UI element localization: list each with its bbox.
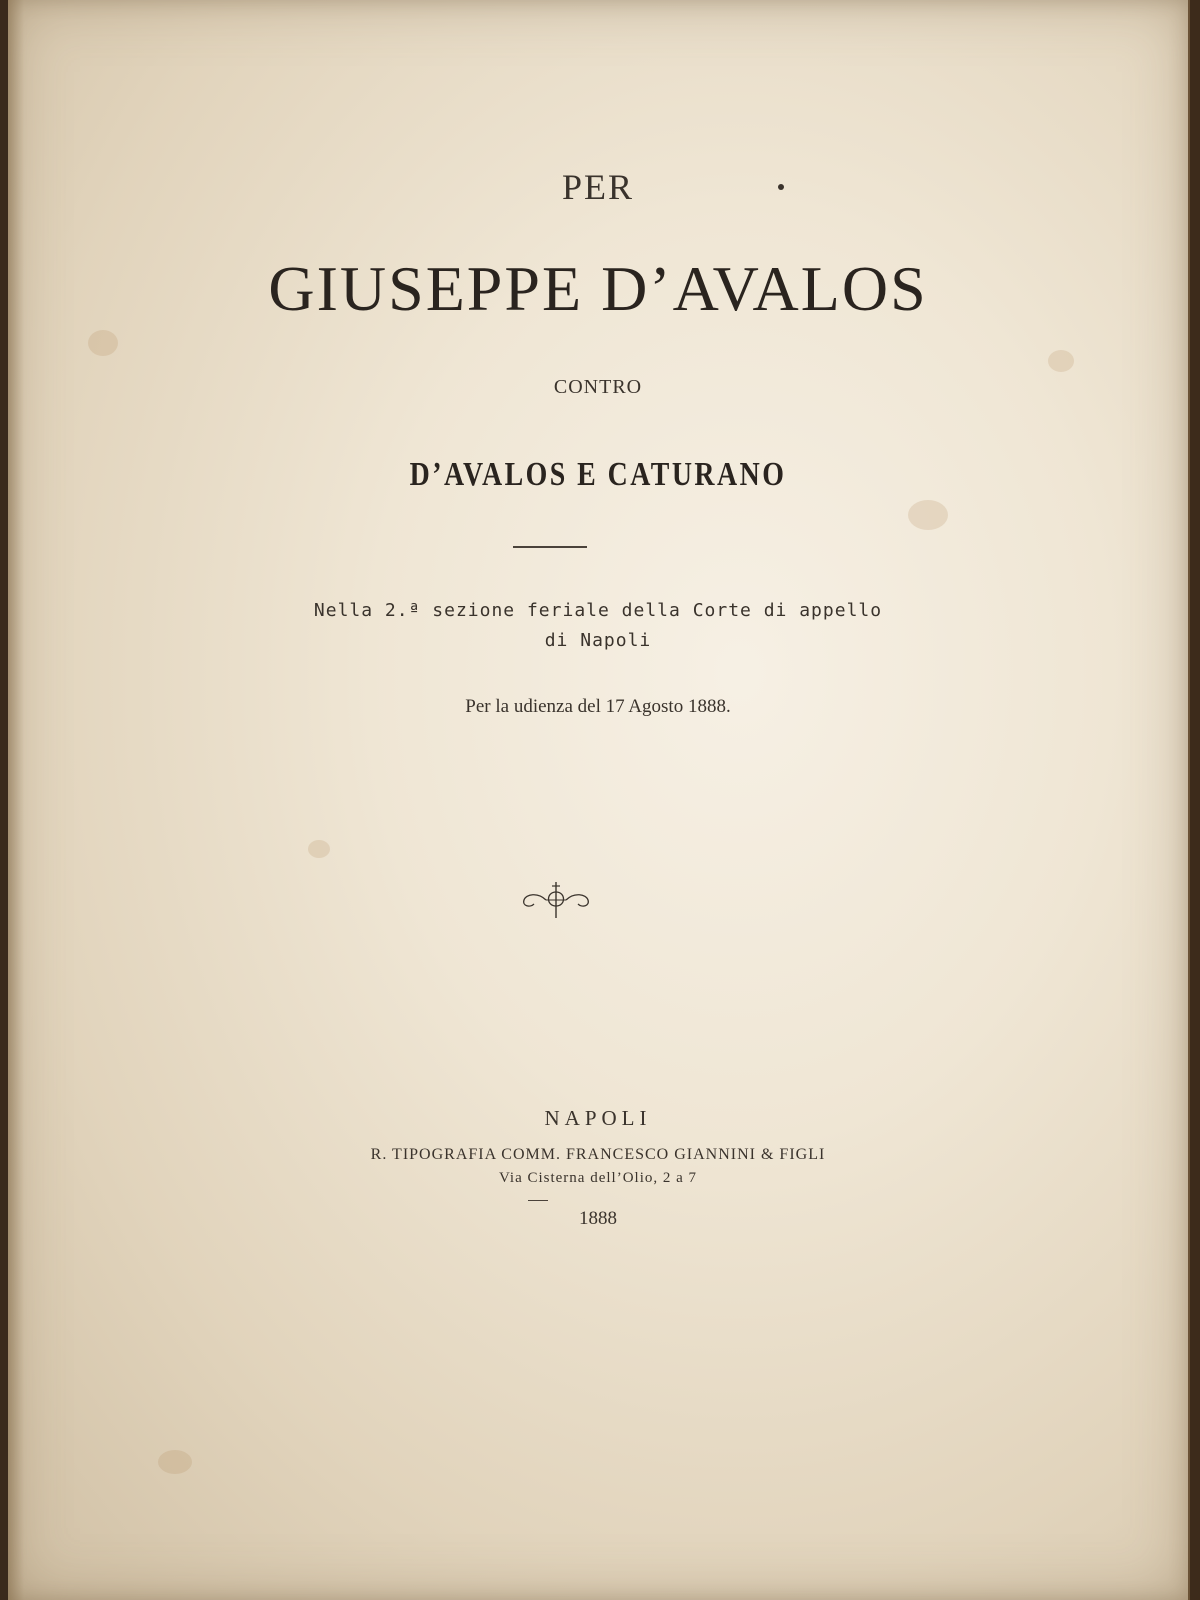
plaintiff-name: GIUSEPPE D’AVALOS xyxy=(268,253,928,324)
hearing-date: Per la udienza del 17 Agosto 1888. xyxy=(465,696,731,717)
title-page-sheet xyxy=(8,0,1190,1600)
versus-label: CONTRO xyxy=(553,376,643,398)
imprint-address: Via Cisterna dell’Olio, 2 a 7 xyxy=(498,1170,698,1186)
imprint-printer: R. TIPOGRAFIA COMM. FRANCESCO GIANNINI & FIGLI xyxy=(370,1146,826,1163)
court-description-line2: di Napoli xyxy=(544,630,652,651)
title-prefix: PER xyxy=(561,167,635,207)
fleuron-ornament-icon xyxy=(516,880,596,920)
foxing-stain xyxy=(908,500,948,530)
foxing-stain xyxy=(308,840,330,858)
imprint-place: NAPOLI xyxy=(544,1106,652,1130)
defendants-name: D’AVALOS E CATURANO xyxy=(409,456,787,493)
page-edge-shadow xyxy=(8,0,24,1600)
foxing-stain xyxy=(1048,350,1074,372)
foxing-stain xyxy=(158,1450,192,1474)
court-description-line1: Nella 2.ª sezione feriale della Corte di appello xyxy=(313,600,883,621)
ink-speck xyxy=(778,184,784,190)
divider-rule xyxy=(513,546,587,548)
foxing-stain xyxy=(88,330,118,356)
year-divider xyxy=(528,1200,548,1201)
imprint-year: 1888 xyxy=(579,1208,617,1229)
